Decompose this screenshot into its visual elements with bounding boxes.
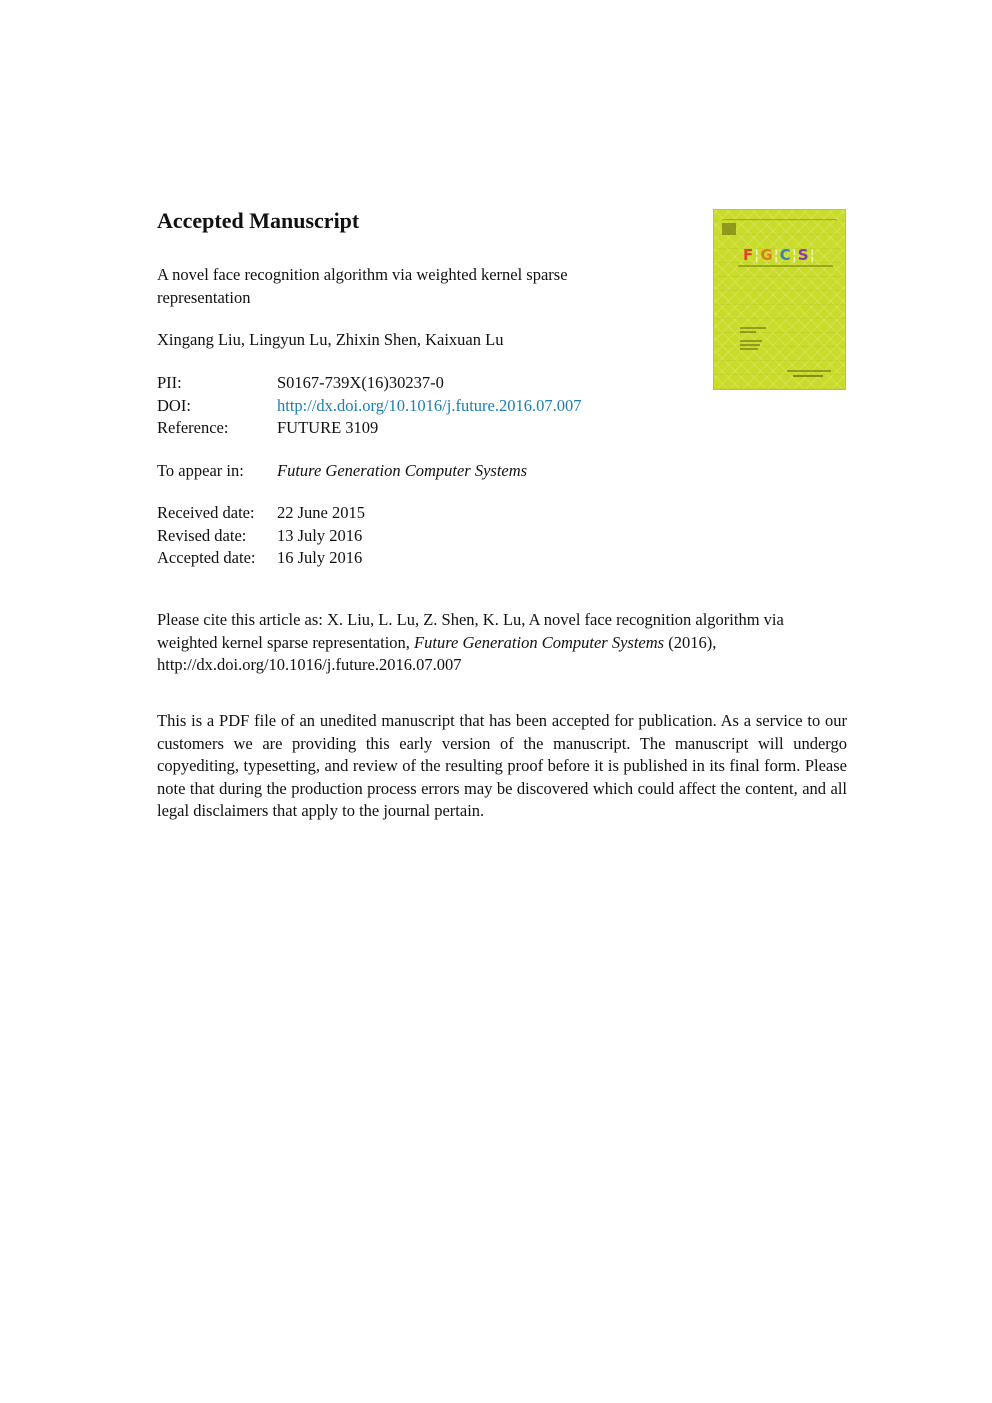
- logo-letter-s: S: [797, 246, 810, 264]
- citation-doi: http://dx.doi.org/10.1016/j.future.2016.07.007: [157, 655, 462, 674]
- doi-link[interactable]: http://dx.doi.org/10.1016/j.future.2016.07.007: [277, 395, 582, 415]
- cover-footer-line: [787, 370, 831, 372]
- cover-subtitle-line: [738, 265, 833, 267]
- citation-journal: Future Generation Computer Systems: [414, 632, 665, 652]
- cover-footer-logo: [793, 375, 823, 377]
- received-row: [157, 502, 365, 525]
- received-label: Received date:: [157, 503, 255, 522]
- publication-notice: This is a PDF file of an unedited manuscript that has been accepted for publication. As a service to our customers we are providing this early version of the manuscript. The manuscript will undergo copyediting, typesetting, and review of the resulting proof before it is published in its final form. Please note that during the production process errors may be discovered which could affect the content, and all legal disclaimers that apply to the journal pertain.: [157, 711, 847, 820]
- cover-text-line: [740, 348, 758, 350]
- cover-text-line: [740, 327, 766, 329]
- page-heading: Accepted Manuscript: [157, 208, 360, 233]
- appear-row: [157, 460, 527, 483]
- citation-lead: Please cite this article as: X. Liu, L. Lu, Z. Shen, K. Lu, A novel face recognition algorithm via weighted kernel sparse representation,: [157, 610, 784, 652]
- pii-value: S0167-739X(16)30237-0: [277, 373, 444, 392]
- identifier-table: [157, 372, 581, 440]
- citation-year: (2016),: [664, 632, 717, 652]
- logo-letter-f: F: [743, 246, 755, 264]
- pii-row: [157, 372, 581, 395]
- cover-header-line: [722, 216, 837, 220]
- logo-letter-c: C: [779, 246, 792, 264]
- accepted-row: [157, 547, 365, 570]
- pii-label: PII:: [157, 373, 182, 392]
- journal-cover-image: [713, 209, 846, 390]
- reference-value: FUTURE 3109: [277, 418, 379, 437]
- journal-logo: F¦G¦C¦S¦: [743, 246, 816, 264]
- revised-label: Revised date:: [157, 525, 247, 545]
- cover-text-line: [740, 344, 760, 346]
- doi-label: DOI:: [157, 395, 191, 415]
- appear-label: To appear in:: [157, 461, 244, 480]
- logo-letter-g: G: [760, 246, 774, 264]
- journal-name: Future Generation Computer Systems: [277, 461, 528, 480]
- accepted-label: Accepted date:: [157, 548, 256, 567]
- appear-in-block: [157, 460, 527, 483]
- reference-label: Reference:: [157, 418, 229, 437]
- reference-row: [157, 417, 581, 440]
- citation-paragraph: [157, 609, 847, 677]
- revised-row: [157, 525, 365, 548]
- cover-text-line: [740, 340, 762, 342]
- cover-text-line: [740, 331, 756, 333]
- dates-table: [157, 502, 365, 570]
- revised-value: 13 July 2016: [277, 525, 363, 545]
- publisher-logo-icon: [722, 223, 736, 235]
- accepted-value: 16 July 2016: [277, 548, 363, 567]
- doi-row: [157, 395, 581, 418]
- author-list: Xingang Liu, Lingyun Lu, Zhixin Shen, Kaixuan Lu: [157, 330, 504, 349]
- article-title: A novel face recognition algorithm via weighted kernel sparse representation: [157, 265, 568, 307]
- received-value: 22 June 2015: [277, 503, 365, 522]
